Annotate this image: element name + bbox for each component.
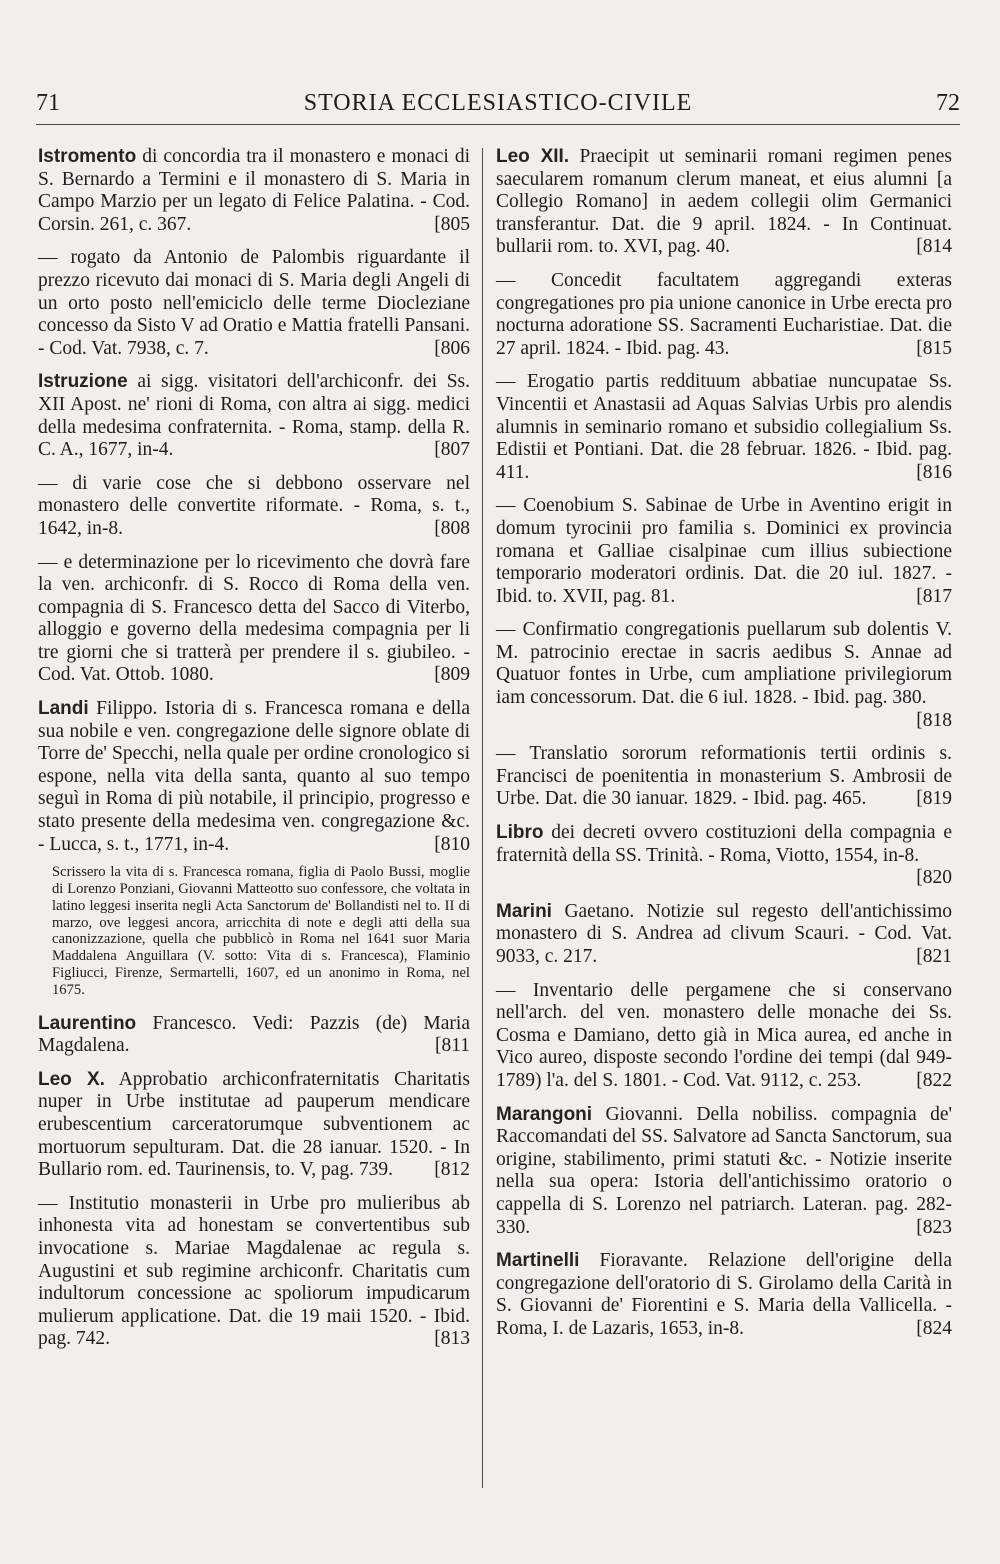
entry-number: [812	[434, 1159, 470, 1181]
footnote-810: Scrissero la vita di s. Francesca romana, figlia di Paolo Bussi, moglie di Lorenzo Ponziani, Giovanni Matteotto suo confessore, che voltata in latino leggesi inserita negli Acta Sanctorum de' Bollandisti nel to. II di marzo, ove leggesi ancora, arricchita di note e degli atti della sua canonizzazione, quella che pubblicò in Roma nel 1641 suor Maria Maddalena Anguillara (V. sotto: Vita di s. Francesca), Flaminio Figliucci, Firenze, Sermartelli, 1607, ed un anonimo in Roma, nel 1675.	[52, 864, 470, 998]
entry-820	[496, 822, 952, 890]
entry-head: Laurentino	[38, 1012, 137, 1034]
entry-808	[38, 473, 470, 541]
entry-number: [810	[434, 833, 470, 855]
entry-number: [824	[916, 1317, 952, 1339]
entry-809	[38, 552, 470, 688]
entry-822	[496, 980, 952, 1093]
entry-text: Erogatio partis reddituum abbatiae nuncupatae Ss. Vincentii et Anastasii ad Aquas Salvias Urbis pro alendis alumnis in seminario romano et subsidio collegialium Ss. Edistii et Pontiani. Dat. die 28 februar. 1826. - Ibid. pag. 411.	[496, 371, 952, 483]
column-divider	[482, 148, 483, 1488]
entry-head: Leo XII.	[496, 146, 570, 167]
entry-818	[496, 619, 952, 732]
entry-head: Landi	[38, 698, 89, 720]
entry-number: [817	[916, 585, 952, 607]
entry-dash: —	[496, 269, 516, 291]
entry-head: Istruzione	[38, 371, 128, 393]
entry-number: [819	[916, 788, 952, 810]
entry-head: Martinelli	[496, 1250, 580, 1272]
entry-815	[496, 270, 952, 360]
entry-text: rogato da Antonio de Palombis riguardante il prezzo ricevuto dai monaci di S. Maria degli Angeli di un orto posto nell'emiciclo delle terme Diocleziane concesso da Sisto V ad Oratio e Mattia fratelli Pansani. - Cod. Vat. 7938, c. 7.	[38, 247, 471, 359]
running-title: STORIA ECCLESIASTICO-CIVILE	[303, 90, 693, 116]
entry-number: [818	[916, 709, 952, 731]
entry-number: [823	[916, 1216, 952, 1238]
entry-814	[496, 146, 952, 259]
entry-text: Inventario delle pergamene che si conservano nell'arch. del ven. monastero delle monache dei Ss. Cosma e Damiano, detto già in Mica aurea, ed anche in Vico aureo, disposte secondo l'ordine dei tempi (dal 949-1789) l'a. del S. 1801. - Cod. Vat. 9112, c. 253.	[496, 979, 952, 1091]
entry-number: [809	[434, 664, 470, 686]
entry-head: Istromento	[38, 146, 137, 167]
entry-821	[496, 901, 952, 969]
entry-text: Institutio monasterii in Urbe pro mulieribus ab inhonesta vita ad honestam se convertentibus sub invocatione s. Mariae Magdalenae ac regula s. Augustini et sub regimine archiconfr. Charitatis cum indultorum concessione ac spoliorum impudicarum mulierum applicatione. Dat. die 19 maii 1520. - Ibid. pag. 742.	[38, 1192, 470, 1350]
entry-number: [807	[434, 439, 470, 461]
entry-head: Libro	[496, 822, 544, 844]
entry-text: Praecipit ut seminarii romani regimen penes saecularem romanum clerum maneat, et eius alumni [a Collegio Romano] in aedem collegii olim Germanici transferantur. Dat. die 9 april. 1824. - In Continuat. bullarii rom. to. XVI, pag. 40.	[496, 146, 952, 258]
entry-dash: —	[496, 619, 516, 641]
page-number-right: 72	[936, 90, 960, 116]
entry-823	[496, 1104, 952, 1240]
entry-dash: —	[496, 495, 516, 517]
entry-text: di varie cose che si debbono osservare nel monastero delle convertite riformate. - Roma, s. t., 1642, in-8.	[38, 472, 471, 539]
entry-806	[38, 247, 470, 360]
entry-824	[496, 1250, 952, 1340]
entry-number: [822	[916, 1069, 952, 1091]
entry-text: Francesco. Vedi: Pazzis (de) Maria Magdalena.	[38, 1012, 470, 1057]
entry-text: ai sigg. visitatori dell'archiconfr. dei Ss. XII Apost. ne' rioni di Roma, con altra ai sigg. medici della medesima confraternita. - Roma, stamp. della R. C. A., 1677, in-4.	[38, 371, 471, 461]
page-number-left: 71	[36, 90, 60, 116]
entry-number: [816	[916, 461, 952, 483]
entry-810	[38, 698, 470, 856]
entry-817	[496, 495, 952, 608]
entry-text: Giovanni. Della nobiliss. compagnia de' Raccomandati del SS. Salvatore ad Sancta Sanctorum, sua origine, stabilimento, primi statuti &c. - Notizie inserite nella sua opera: Istoria dell'antichissimo oratorio o cappella di S. Lorenzo nel patriarch. Lateran. pag. 282-330.	[496, 1103, 953, 1238]
page-header	[36, 88, 960, 118]
entry-812	[38, 1069, 470, 1182]
entry-text: Concedit facultatem aggregandi exteras congregationes pro pia unione canonice in Urbe erecta pro nocturna adoratione SS. Sacramenti Eucharistiae. Dat. die 27 april. 1824. - Ibid. pag. 43.	[496, 269, 953, 359]
entry-head: Marini	[496, 900, 552, 922]
right-column	[496, 146, 952, 1352]
entry-text: Coenobium S. Sabinae de Urbe in Aventino erigit in domum tyrocinii pro familia s. Dominici ex provincia romana et Galliae cisalpinae cum illius subiectione temporario moderatori ordinis. Dat. die 20 iul. 1827. - Ibid. to. XVII, pag. 81.	[496, 495, 952, 607]
entry-number: [815	[916, 337, 952, 359]
entry-number: [820	[916, 867, 952, 889]
entry-number: [814	[916, 236, 952, 258]
entry-number: [805	[434, 213, 470, 235]
entry-dash: —	[496, 371, 516, 393]
entry-text: di concordia tra il monastero e monaci di S. Bernardo a Termini e il monastero di S. Maria in Campo Marzio per un legato di Felice Palatina. - Cod. Corsin. 261, c. 367.	[38, 146, 470, 235]
entry-dash: —	[38, 472, 58, 494]
left-column	[38, 146, 470, 1362]
entry-dash: —	[496, 743, 516, 765]
entry-text: dei decreti ovvero costituzioni della compagnia e fraternità della SS. Trinità. - Roma, Viotto, 1554, in-8.	[496, 822, 953, 866]
entry-813	[38, 1193, 470, 1351]
entry-text: Gaetano. Notizie sul regesto dell'antichissimo monastero di S. Andrea ad clivum Scauri. - Cod. Vat. 9033, c. 217.	[496, 900, 952, 967]
entry-807	[38, 371, 470, 461]
entry-number: [813	[434, 1328, 470, 1350]
header-rule	[36, 124, 960, 125]
entry-text: e determinazione per lo ricevimento che dovrà fare la ven. archiconfr. di S. Rocco di Roma della ven. compagnia di S. Francesco detta del Sacco di Viterbo, alloggio e governo della medesima compagnia per li tre giorni che si tratterà per prendere il s. giubileo. - Cod. Vat. Ottob. 1080.	[38, 551, 471, 686]
entry-text: Approbatio archiconfraternitatis Charitatis nuper in Urbe institutae ad pauperum mendicare erubescentium carceratorumque subventionem ac mortuorum sepulturam. Dat. die 28 ianuar. 1520. - In Bullario rom. ed. Taurinensis, to. V, pag. 739.	[38, 1068, 470, 1181]
entry-dash: —	[38, 551, 58, 573]
entry-number: [821	[916, 946, 952, 967]
entry-text: Fioravante. Relazione dell'origine della congregazione dell'oratorio di S. Girolamo della Carità in S. Giovanni de' Fiorentini e S. Maria della Vallicella. - Roma, I. de Lazaris, 1653, in-8.	[496, 1250, 952, 1339]
entry-text: Confirmatio congregationis puellarum sub dolentis V. M. patrocinio erectae in sacris aedibus S. Annae ad Quatuor fontes in Urbe, cum ampliatione privilegiorum iam concessorum. Dat. die 6 iul. 1828. - Ibid. pag. 380.	[496, 619, 953, 709]
entry-811	[38, 1013, 470, 1058]
entry-dash: —	[496, 979, 516, 1001]
entry-head: Leo X.	[38, 1068, 105, 1090]
entry-text: Filippo. Istoria di s. Francesca romana e della sua nobile e ven. congregazione delle signore oblate di Torre de' Specchi, nella quale per ordine cronologico si espone, nella vita della santa, quanto al suo tempo seguì in Roma di più notabile, il principio, progresso e stato presente della medesima ven. congregazione &c. - Lucca, s. t., 1771, in-4.	[38, 698, 470, 855]
entry-805	[38, 146, 470, 236]
entry-819	[496, 743, 952, 811]
entry-816	[496, 371, 952, 484]
entry-dash: —	[38, 247, 58, 269]
entry-number: [806	[434, 337, 470, 359]
entry-head: Marangoni	[496, 1103, 593, 1125]
entry-text: Translatio sororum reformationis tertii ordinis s. Francisci de poenitentia in monasterium S. Ambrosii de Urbe. Dat. die 30 ianuar. 1829. - Ibid. pag. 465.	[496, 743, 952, 810]
entry-number: [811	[434, 1035, 470, 1057]
entry-dash: —	[38, 1192, 58, 1214]
entry-number: [808	[434, 517, 470, 539]
